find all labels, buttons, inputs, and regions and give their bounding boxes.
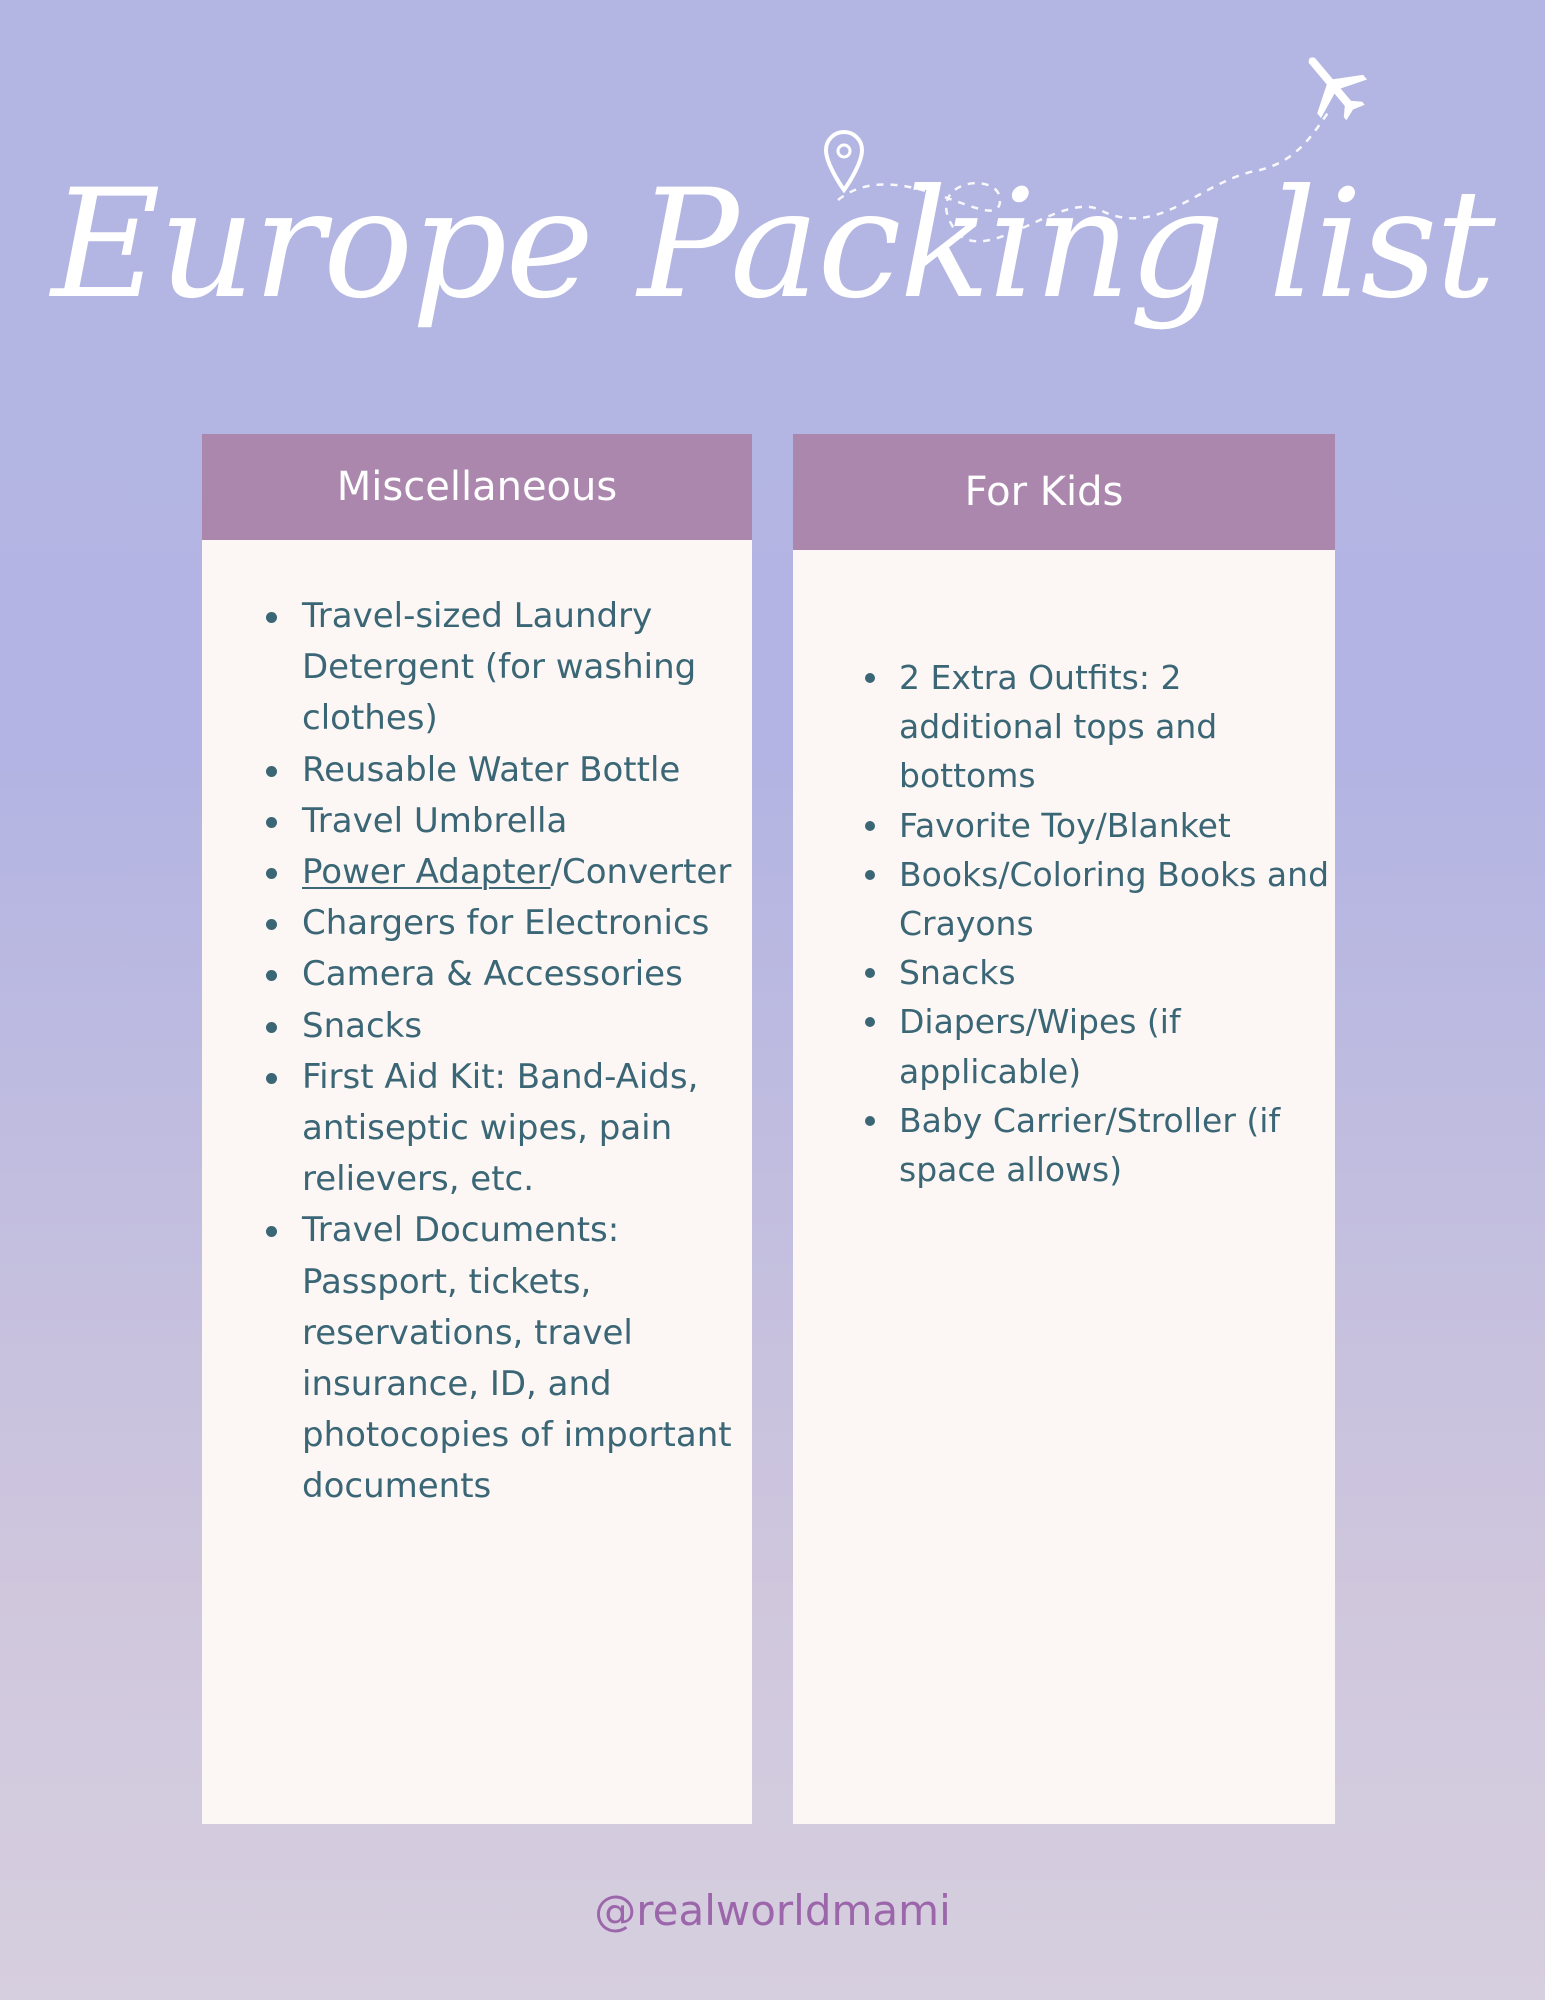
list-item: Snacks	[899, 948, 1329, 997]
list-item: Baby Carrier/Stroller (if space allows)	[899, 1096, 1329, 1194]
list-item: Camera & Accessories	[302, 949, 742, 1000]
list-item: Travel Documents: Passport, tickets, reservations, travel insurance, ID, and photocopies of important documents	[302, 1205, 742, 1512]
list-item: Snacks	[302, 1001, 742, 1052]
list-item: 2 Extra Outfits: 2 additional tops and bottoms	[899, 653, 1329, 801]
list-item: Diapers/Wipes (if applicable)	[899, 997, 1329, 1095]
list-item: Chargers for Electronics	[302, 898, 742, 949]
miscellaneous-panel	[202, 434, 752, 1824]
list-item: Books/Coloring Books and Crayons	[899, 850, 1329, 948]
power-adapter-suffix: /Converter	[550, 852, 732, 893]
page-title: Europe Packing list	[51, 158, 1494, 332]
list-item: Reusable Water Bottle	[302, 745, 742, 796]
for-kids-header: For Kids	[793, 434, 1335, 550]
list-item: First Aid Kit: Band-Aids, antiseptic wipes, pain relievers, etc.	[302, 1052, 742, 1206]
miscellaneous-header: Miscellaneous	[202, 434, 752, 540]
for-kids-list	[899, 653, 1329, 1194]
power-adapter-link[interactable]: Power Adapter	[302, 852, 551, 893]
for-kids-panel	[793, 434, 1335, 1824]
social-handle: @realworldmami	[594, 1886, 951, 1935]
list-item	[302, 847, 742, 898]
list-item: Travel-sized Laundry Detergent (for washing clothes)	[302, 591, 742, 745]
airplane-icon	[1287, 39, 1379, 132]
miscellaneous-list	[302, 591, 742, 1513]
list-item: Travel Umbrella	[302, 796, 742, 847]
list-item: Favorite Toy/Blanket	[899, 801, 1329, 850]
